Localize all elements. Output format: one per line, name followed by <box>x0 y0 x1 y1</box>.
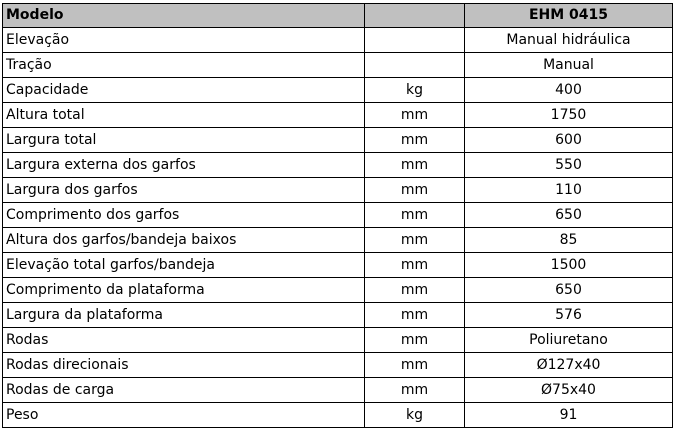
row-unit: mm <box>365 203 465 228</box>
row-label: Comprimento da plataforma <box>3 278 365 303</box>
table-row <box>3 228 673 253</box>
table-row <box>3 303 673 328</box>
row-value: 550 <box>465 153 673 178</box>
row-unit: mm <box>365 228 465 253</box>
table-row <box>3 203 673 228</box>
row-value: 110 <box>465 178 673 203</box>
row-label: Comprimento dos garfos <box>3 203 365 228</box>
row-unit: mm <box>365 178 465 203</box>
table-row <box>3 278 673 303</box>
row-value: 600 <box>465 128 673 153</box>
row-value: Ø127x40 <box>465 353 673 378</box>
header-model-label: Modelo <box>3 4 365 28</box>
row-unit: mm <box>365 153 465 178</box>
row-unit <box>365 28 465 53</box>
row-label: Elevação <box>3 28 365 53</box>
table-row <box>3 378 673 403</box>
row-label: Rodas <box>3 328 365 353</box>
table-row <box>3 328 673 353</box>
row-value: Manual <box>465 53 673 78</box>
row-value: 400 <box>465 78 673 103</box>
row-label: Peso <box>3 403 365 428</box>
row-value: 576 <box>465 303 673 328</box>
row-value: 650 <box>465 203 673 228</box>
row-value: 1750 <box>465 103 673 128</box>
row-label: Largura externa dos garfos <box>3 153 365 178</box>
row-unit: mm <box>365 128 465 153</box>
header-model-name: EHM 0415 <box>465 4 673 28</box>
table-row <box>3 78 673 103</box>
table-row <box>3 403 673 428</box>
row-unit <box>365 53 465 78</box>
row-unit: mm <box>365 353 465 378</box>
table-row <box>3 153 673 178</box>
row-unit: mm <box>365 378 465 403</box>
row-value: Manual hidráulica <box>465 28 673 53</box>
table-row <box>3 53 673 78</box>
row-label: Altura dos garfos/bandeja baixos <box>3 228 365 253</box>
row-label: Largura dos garfos <box>3 178 365 203</box>
row-unit: mm <box>365 303 465 328</box>
table-row <box>3 253 673 278</box>
table-row <box>3 28 673 53</box>
table-header-row <box>3 4 673 28</box>
row-label: Altura total <box>3 103 365 128</box>
row-label: Largura total <box>3 128 365 153</box>
row-label: Rodas de carga <box>3 378 365 403</box>
row-unit: mm <box>365 103 465 128</box>
row-unit: mm <box>365 253 465 278</box>
table-row <box>3 103 673 128</box>
row-unit: mm <box>365 278 465 303</box>
row-label: Capacidade <box>3 78 365 103</box>
row-label: Tração <box>3 53 365 78</box>
table-row <box>3 128 673 153</box>
row-value: 650 <box>465 278 673 303</box>
row-value: 1500 <box>465 253 673 278</box>
row-value: Ø75x40 <box>465 378 673 403</box>
row-label: Rodas direcionais <box>3 353 365 378</box>
header-unit-label <box>365 4 465 28</box>
row-unit: mm <box>365 328 465 353</box>
row-unit: kg <box>365 78 465 103</box>
row-value: Poliuretano <box>465 328 673 353</box>
table-row <box>3 178 673 203</box>
row-value: 85 <box>465 228 673 253</box>
row-unit: kg <box>365 403 465 428</box>
spec-table <box>2 3 673 428</box>
row-label: Largura da plataforma <box>3 303 365 328</box>
row-value: 91 <box>465 403 673 428</box>
table-row <box>3 353 673 378</box>
row-label: Elevação total garfos/bandeja <box>3 253 365 278</box>
